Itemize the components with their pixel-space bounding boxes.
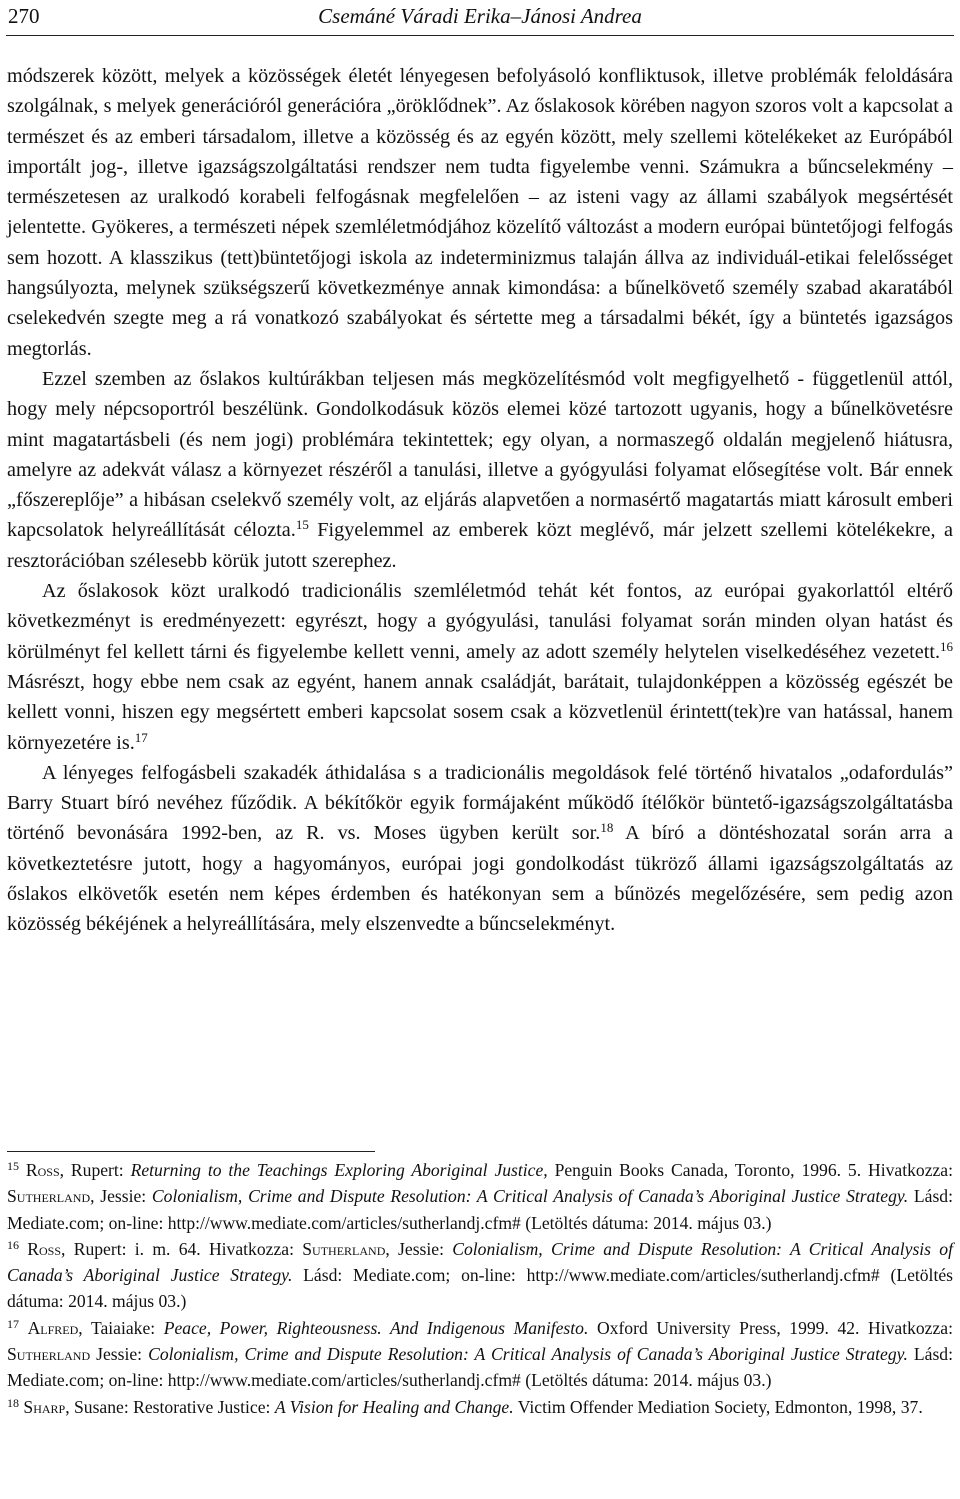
footnote: [7, 1157, 953, 1236]
footnote-number: 18: [7, 1395, 19, 1410]
text-run: A bíró a döntéshozatal során arra a következtetésre jutott, hogy a hagyományos, európai jogi gondolkodást tükröző állami igazságszolgáltatás az őslakos elkövetők esetén nem képes érdemben és hatékonyan sem a bűnözés megelőzésére, sem pedig azon közösség békéjének a helyreállítására, mely elszenvedte a bűncselekményt.: [7, 822, 954, 936]
author-surname: Ross: [27, 1238, 62, 1259]
footnote: [7, 1394, 953, 1420]
footnote-separator: [7, 1151, 375, 1152]
author-surname: Ross: [25, 1160, 60, 1180]
page-header: [6, 0, 954, 36]
page-number: 270: [8, 4, 40, 28]
author-surname: Sharp: [23, 1396, 66, 1417]
body-paragraph: [7, 576, 953, 758]
footnote-number: 16: [7, 1237, 19, 1252]
footnote-number: 17: [7, 1316, 19, 1331]
text-run: Az őslakosok körében nagyon szoros volt a kapcsolat a természet és az emberi társadalom, illetve a közösség és az egyén között, mely szellemi kötelékeket az Európából importált jog-, illetve igazságszolgáltatási rendszer nem tudta figyelembe venni. Számukra a bűncselekmény – természetesen az uralkodó korabeli felfogásnak megfelelően – az isteni vagy az állami szabályok megsértését jelentette. Gyökeres, a természeti népek szemléletmódjához közelítő változást a modern európai büntetőjogi felfogás sem hozott. A klasszikus (tett)büntetőjogi iskola az indeterminizmus talaján állva az individuál-etikai felelősséget hangsúlyozta, melynek szükségszerű következménye annak kimondása: a bűnelkövető személy szabad akaratából cselekedvén szegte meg a rá vonatkozó szabályokat és sértette meg a társadalmi békét, így a büntetés igazságos megtorlás.: [7, 95, 953, 360]
footnote-reference: 15: [295, 517, 309, 533]
italic-title: Colonialism, Crime and Dispute Resolution: A Critical Analysis of Canada’s Aboriginal Justice Strategy.: [148, 1344, 908, 1365]
text-run: , Taiaiake:: [78, 1317, 164, 1338]
text-run: [19, 1160, 26, 1180]
text-run: Ezzel szemben az őslakos kultúrákban teljesen más megközelítésmód volt megfigyelhető - függetlenül attól, hogy mely népcsoportról beszélünk. Gondolkodásuk közös elemei közé tartozott ugyanis, hogy a bűnelkövetésre mint magatartásbeli (és nem jogi) problémára tekintettek; egy olyan, a normaszegő oldalán megjelenő hiátusra, amelyre az adekvát válasz a környezet részéről a tanulási, illetve a gyógyulási folyamat elősegítése volt. Bár ennek „főszereplője” a hibásan cselekvő személy volt, az eljárás alapvetően a normasértő magatartás miatt károsult emberi kapcsolatok helyreállítását célozta.: [7, 367, 953, 542]
footnote-reference: 18: [600, 820, 614, 836]
author-surname: Sutherland: [7, 1344, 91, 1365]
italic-title: Peace, Power, Righteousness. And Indigenous Manifesto.: [163, 1317, 589, 1338]
body-text: [7, 61, 953, 940]
text-run: Penguin Books Canada, Toronto, 1996. 5. Hivatkozza:: [547, 1160, 954, 1180]
text-run: , Jessie:: [90, 1186, 152, 1207]
italic-title: Returning to the Teachings Exploring Aboriginal Justice,: [130, 1160, 548, 1180]
text-run: , Jessie:: [385, 1238, 453, 1259]
footnote: [7, 1315, 953, 1394]
footnote-list: [7, 1157, 953, 1420]
text-run: Az őslakosok közt uralkodó tradicionális szemléletmód tehát két fontos, az európai gyakorlattól eltérő következményt is eredményezett: egyrészt, hogy a gyógyulási, tanulási folyamat során minden olyan hatást és körülményt fel kellett tárni és figyelembe kellett venni, amely az adott személy helytelen viselkedéséhez vezetett.: [7, 580, 953, 663]
running-title: Csemáné Váradi Erika–Jánosi Andrea: [318, 4, 642, 28]
author-surname: Sutherland: [7, 1186, 91, 1207]
text-run: Lásd: Mediate.com; on-line: http://www.mediate.com/articles/sutherlandj.cfm# (Letöltés dátuma: 2014. május 03.): [7, 1265, 953, 1312]
footnote-reference: 17: [134, 729, 148, 745]
text-run: , Susane: Restorative Justice:: [65, 1396, 275, 1417]
text-run: Jessie:: [90, 1344, 149, 1365]
text-run: Lásd: Mediate.com; on-line: http://www.mediate.com/articles/sutherlandj.cfm# (Letöltés dátuma: 2014. május 03.): [7, 1344, 953, 1391]
footnote-reference: 16: [940, 638, 953, 654]
text-run: Oxford University Press, 1999. 42. Hivatkozza:: [588, 1317, 953, 1338]
text-run: , Rupert: i. m. 64. Hivatkozza:: [61, 1238, 303, 1259]
body-paragraph: [7, 758, 953, 940]
body-paragraph: [7, 61, 953, 364]
italic-title: Colonialism, Crime and Dispute Resolution: A Critical Analysis of Canada’s Aboriginal Justice Strategy.: [7, 1238, 953, 1286]
footnote: [7, 1236, 953, 1315]
text-run: Victim Offender Mediation Society, Edmonton, 1998, 37.: [513, 1396, 923, 1417]
text-run: Másrészt, hogy ebbe nem csak az egyént, hanem annak családját, barátait, tulajdonképpen a közösség egészét be kellett vonni, hiszen egy megsértett emberi kapcsolat sosem csak a közvetlenül érintett(tek)re van hatással, hanem környezetére is.: [7, 670, 953, 754]
text-run: Figyelemmel az emberek közt meglévő, már jelzett szellemi kötelékekre, a resztorációban szélesebb körük jutott szerephez.: [7, 519, 954, 572]
italic-title: A Vision for Healing and Change.: [274, 1396, 514, 1417]
text-run: [19, 1318, 28, 1338]
text-run: , Rupert:: [59, 1160, 131, 1180]
text-run: módszerek között, melyek a közösségek életét lényegesen befolyásoló konfliktusok, illetve problémák feloldására szolgálnak, s melyek generációról generációra „öröklődnek”.: [7, 65, 953, 118]
text-run: Lásd: Mediate.com; on-line: http://www.mediate.com/articles/sutherlandj.cfm# (Letöltés dátuma: 2014. május 03.): [7, 1186, 953, 1233]
body-paragraph: [7, 364, 953, 576]
text-run: A lényeges felfogásbeli szakadék áthidalása s a tradicionális megoldások felé történő hivatalos „odafordulás” Barry Stuart bíró nevéhez fűződik. A békítőkör egyik formájaként működő ítélőkör büntető-igazságszolgáltatásba történő bevonására 1992-ben, az R. vs. Moses ügyben került sor.: [7, 761, 953, 845]
author-surname: Alfred: [27, 1317, 79, 1338]
author-surname: Sutherland: [302, 1238, 386, 1259]
footnotes-section: [7, 1151, 953, 1420]
footnote-number: 15: [7, 1159, 19, 1173]
italic-title: Colonialism, Crime and Dispute Resolution: A Critical Analysis of Canada’s Aboriginal Justice Strategy.: [151, 1186, 909, 1207]
